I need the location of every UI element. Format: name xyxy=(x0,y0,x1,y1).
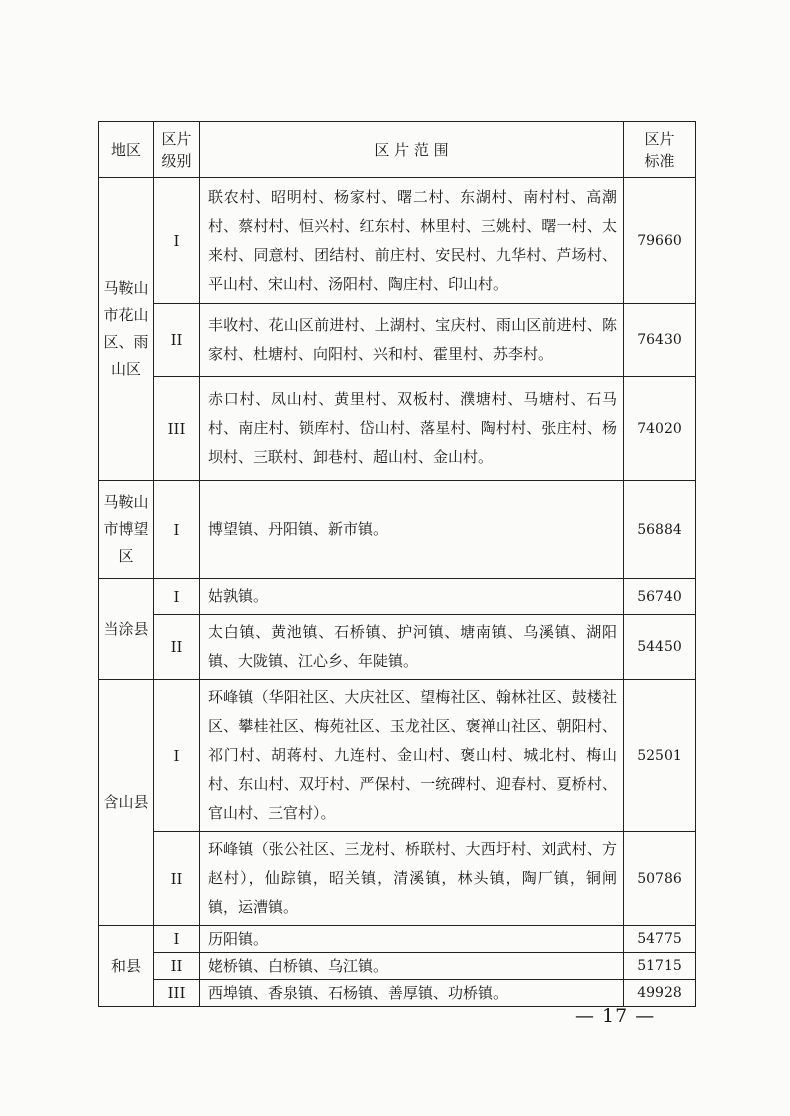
table-row xyxy=(99,178,696,304)
table-row xyxy=(99,579,696,615)
table-row xyxy=(99,680,696,832)
region-cell: 当涂县 xyxy=(99,579,154,680)
level-cell: I xyxy=(154,579,200,615)
scope-cell: 联农村、昭明村、杨家村、曙二村、东湖村、南村村、高潮村、蔡村村、恒兴村、红东村、林里村、三姚村、曙一村、太来村、同意村、团结村、前庄村、安民村、九华村、芦场村、平山村、宋山村、汤阳村、陶庄村、印山村。 xyxy=(200,178,624,304)
table-row xyxy=(99,615,696,680)
standard-cell: 49928 xyxy=(624,980,696,1007)
land-price-table xyxy=(98,121,696,1007)
level-cell: I xyxy=(154,178,200,304)
table-row xyxy=(99,926,696,953)
level-cell: III xyxy=(154,980,200,1007)
level-cell: II xyxy=(154,615,200,680)
standard-cell: 56740 xyxy=(624,579,696,615)
standard-cell: 76430 xyxy=(624,304,696,377)
level-cell: I xyxy=(154,481,200,579)
standard-cell: 52501 xyxy=(624,680,696,832)
scope-cell: 赤口村、凤山村、黄里村、双板村、濮塘村、马塘村、石马村、南庄村、锁库村、岱山村、落星村、陶村村、张庄村、杨坝村、三联村、卸巷村、超山村、金山村。 xyxy=(200,377,624,481)
table-row xyxy=(99,832,696,926)
scope-cell: 丰收村、花山区前进村、上湖村、宝庆村、雨山区前进村、陈家村、杜塘村、向阳村、兴和村、霍里村、苏李村。 xyxy=(200,304,624,377)
table-row xyxy=(99,953,696,980)
table-row xyxy=(99,377,696,481)
standard-cell: 51715 xyxy=(624,953,696,980)
header-region: 地区 xyxy=(99,122,154,178)
standard-cell: 56884 xyxy=(624,481,696,579)
standard-cell: 79660 xyxy=(624,178,696,304)
scope-cell: 环峰镇（张公社区、三龙村、桥联村、大西圩村、刘武村、方赵村），仙踪镇，昭关镇，清溪镇，林头镇，陶厂镇，铜闸镇，运漕镇。 xyxy=(200,832,624,926)
level-cell: III xyxy=(154,377,200,481)
region-cell: 和县 xyxy=(99,926,154,1007)
level-cell: II xyxy=(154,832,200,926)
page-number: — 17 — xyxy=(575,1005,656,1027)
region-cell: 马鞍山市花山区、雨山区 xyxy=(99,178,154,481)
standard-cell: 54450 xyxy=(624,615,696,680)
header-scope: 区 片 范 围 xyxy=(200,122,624,178)
region-cell: 含山县 xyxy=(99,680,154,926)
table-row xyxy=(99,481,696,579)
standard-cell: 50786 xyxy=(624,832,696,926)
scope-cell: 历阳镇。 xyxy=(200,926,624,953)
header-level: 区片 级别 xyxy=(154,122,200,178)
table-row xyxy=(99,304,696,377)
scope-cell: 环峰镇（华阳社区、大庆社区、望梅社区、翰林社区、鼓楼社区、攀桂社区、梅苑社区、玉龙社区、褒禅山社区、朝阳村、祁门村、胡蒋村、九连村、金山村、褒山村、城北村、梅山村、东山村、双圩村、严保村、一统碑村、迎春村、夏桥村、官山村、三官村）。 xyxy=(200,680,624,832)
scope-cell: 姑孰镇。 xyxy=(200,579,624,615)
level-cell: II xyxy=(154,953,200,980)
scope-cell: 姥桥镇、白桥镇、乌江镇。 xyxy=(200,953,624,980)
level-cell: I xyxy=(154,680,200,832)
scope-cell: 博望镇、丹阳镇、新市镇。 xyxy=(200,481,624,579)
level-cell: I xyxy=(154,926,200,953)
level-cell: II xyxy=(154,304,200,377)
region-cell: 马鞍山市博望区 xyxy=(99,481,154,579)
scope-cell: 太白镇、黄池镇、石桥镇、护河镇、塘南镇、乌溪镇、湖阳镇、大陇镇、江心乡、年陡镇。 xyxy=(200,615,624,680)
standard-cell: 54775 xyxy=(624,926,696,953)
header-standard: 区片 标准 xyxy=(624,122,696,178)
standard-cell: 74020 xyxy=(624,377,696,481)
scope-cell: 西埠镇、香泉镇、石杨镇、善厚镇、功桥镇。 xyxy=(200,980,624,1007)
table-row xyxy=(99,980,696,1007)
